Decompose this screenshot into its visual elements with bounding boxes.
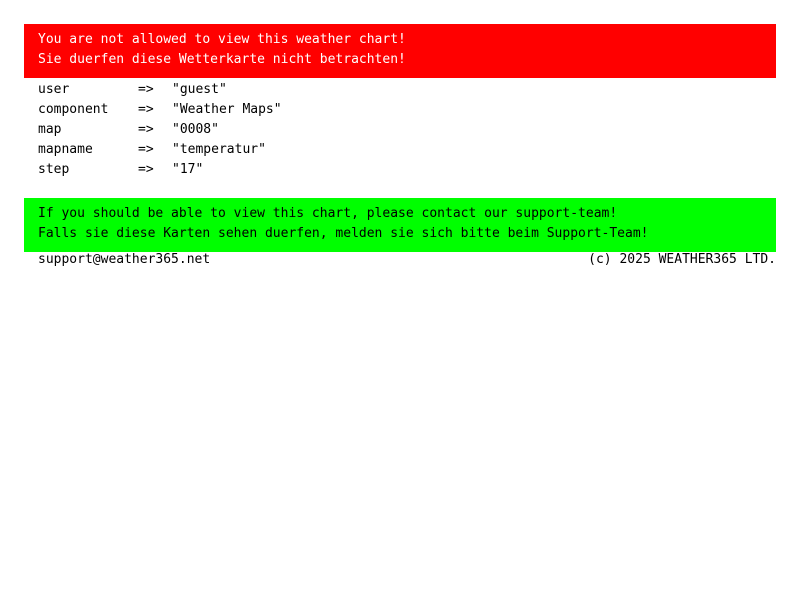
param-value-step: "17": [172, 162, 204, 177]
copyright-text: (c) 2025 WEATHER365 LTD.: [588, 252, 776, 267]
parameter-table: [38, 80, 282, 180]
param-arrow: =>: [138, 122, 154, 137]
param-arrow: =>: [138, 102, 154, 117]
table-row: [38, 80, 282, 100]
footer: [38, 250, 776, 270]
param-value-map: "0008": [172, 122, 219, 137]
error-banner-line-en: You are not allowed to view this weather chart!: [38, 32, 406, 47]
table-row: [38, 140, 282, 160]
param-key-user: user: [38, 82, 70, 97]
table-row: [38, 160, 282, 180]
param-key-step: step: [38, 162, 70, 177]
error-banner-line-de: Sie duerfen diese Wetterkarte nicht betrachten!: [38, 52, 406, 68]
support-email-link[interactable]: support@weather365.net: [38, 252, 211, 267]
param-key-component: component: [38, 102, 109, 117]
param-value-component: "Weather Maps": [172, 102, 282, 117]
param-key-mapname: mapname: [38, 142, 93, 157]
info-banner: [24, 198, 776, 252]
param-arrow: =>: [138, 82, 154, 97]
param-arrow: =>: [138, 162, 154, 177]
info-banner-line-de: Falls sie diese Karten sehen duerfen, melden sie sich bitte beim Support-Team!: [38, 226, 649, 242]
table-row: [38, 100, 282, 120]
error-banner: [24, 24, 776, 78]
param-arrow: =>: [138, 142, 154, 157]
param-value-user: "guest": [172, 82, 227, 97]
param-value-mapname: "temperatur": [172, 142, 266, 157]
info-banner-line-en: If you should be able to view this chart, please contact our support-team!: [38, 206, 618, 221]
param-key-map: map: [38, 122, 62, 137]
table-row: [38, 120, 282, 140]
